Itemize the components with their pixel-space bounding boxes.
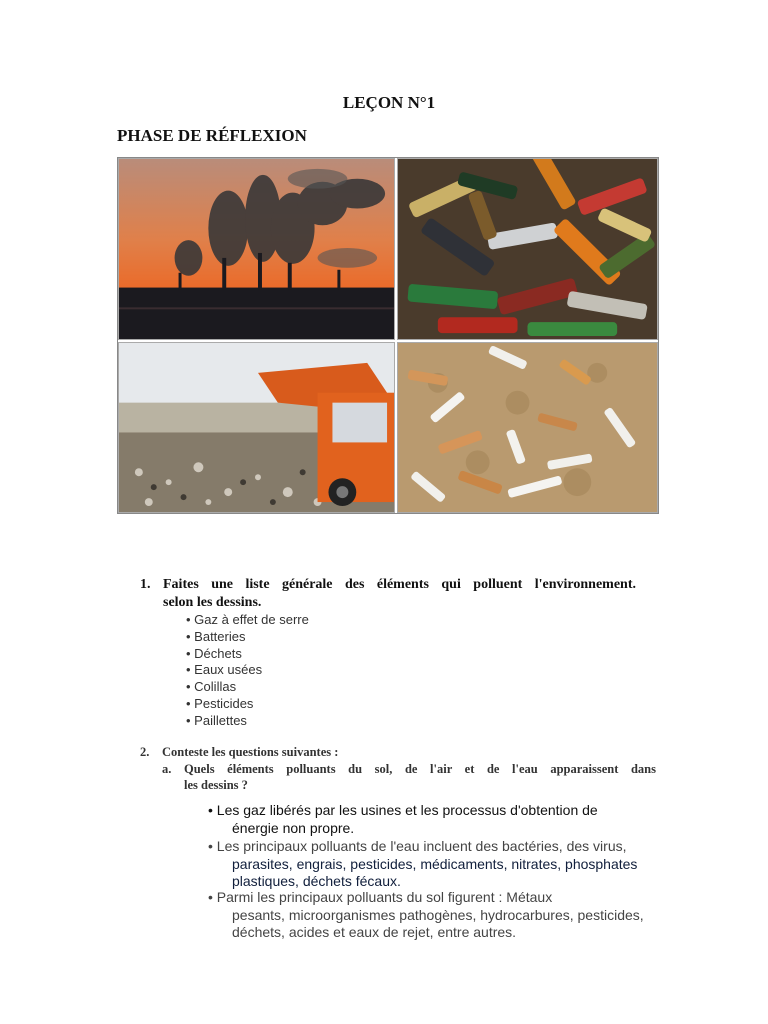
answer-water-line1: Les principaux polluants de l'eau incluent des bactéries, des virus, [216, 838, 627, 854]
list-item: • Batteries [186, 629, 309, 646]
factory-smoke-image [118, 158, 395, 340]
pollutant-list [186, 612, 309, 730]
answer-soil-line3: déchets, acides et eaux de rejet, entre autres. [232, 924, 517, 940]
answer-soil: • Parmi les principaux polluants du sol figurent : Métaux pesants, microorganismes pathogènes, hydrocarbures, pesticides, déchets, acides et eaux de rejet, entre autres. [208, 889, 648, 942]
answer-air: • Les gaz libérés par les usines et les processus d'obtention de énergie non propre. [208, 802, 628, 837]
answer-water-line3: plastiques, déchets fécaux. [232, 873, 401, 889]
question-2a-letter: a. [162, 762, 172, 776]
question-1 [140, 576, 636, 612]
section-title: PHASE DE RÉFLEXION [117, 126, 307, 145]
question-2a-line1: Quels éléments polluants du sol, de l'air et de l'eau apparaissent dans [184, 762, 656, 776]
question-1-text-line1: Faites une liste générale des éléments qui polluent l'environnement. [163, 577, 636, 592]
list-item: • Pesticides [186, 696, 309, 713]
question-2a-line2: les dessins ? [184, 777, 248, 792]
list-item: • Paillettes [186, 713, 309, 730]
list-item: • Colillas [186, 679, 309, 696]
image-grid [117, 157, 659, 514]
landfill-truck-image [118, 342, 395, 513]
question-1-text-line2: selon les dessins. [163, 595, 262, 610]
list-item: • Gaz à effet de serre [186, 612, 309, 629]
answer-water-line2: parasites, engrais, pesticides, médicaments, nitrates, phosphates [232, 855, 638, 872]
answer-soil-line1: Parmi les principaux polluants du sol figurent : Métaux [216, 889, 553, 905]
batteries-image [397, 158, 658, 340]
answer-water: • Les principaux polluants de l'eau incluent des bactéries, des virus, parasites, engrais, pesticides, médicaments, nitrates, phosphates plastiques, déchets fécaux. [208, 838, 648, 891]
question-2 [140, 745, 338, 760]
question-2-text: Conteste les questions suivantes : [162, 745, 339, 759]
answer-air-line2: énergie non propre. [232, 819, 355, 836]
question-2-number: 2. [140, 745, 150, 759]
question-2a [162, 762, 656, 793]
page-title: LEÇON N°1 [342, 93, 436, 112]
answer-air-line1: Les gaz libérés par les usines et les processus d'obtention de [216, 802, 598, 818]
list-item: • Eaux usées [186, 662, 309, 679]
list-item: • Déchets [186, 646, 309, 663]
cigarette-butts-image [397, 342, 658, 513]
answer-soil-line2: pesants, microorganismes pathogènes, hydrocarbures, pesticides, [232, 906, 644, 923]
question-1-number: 1. [140, 577, 151, 592]
